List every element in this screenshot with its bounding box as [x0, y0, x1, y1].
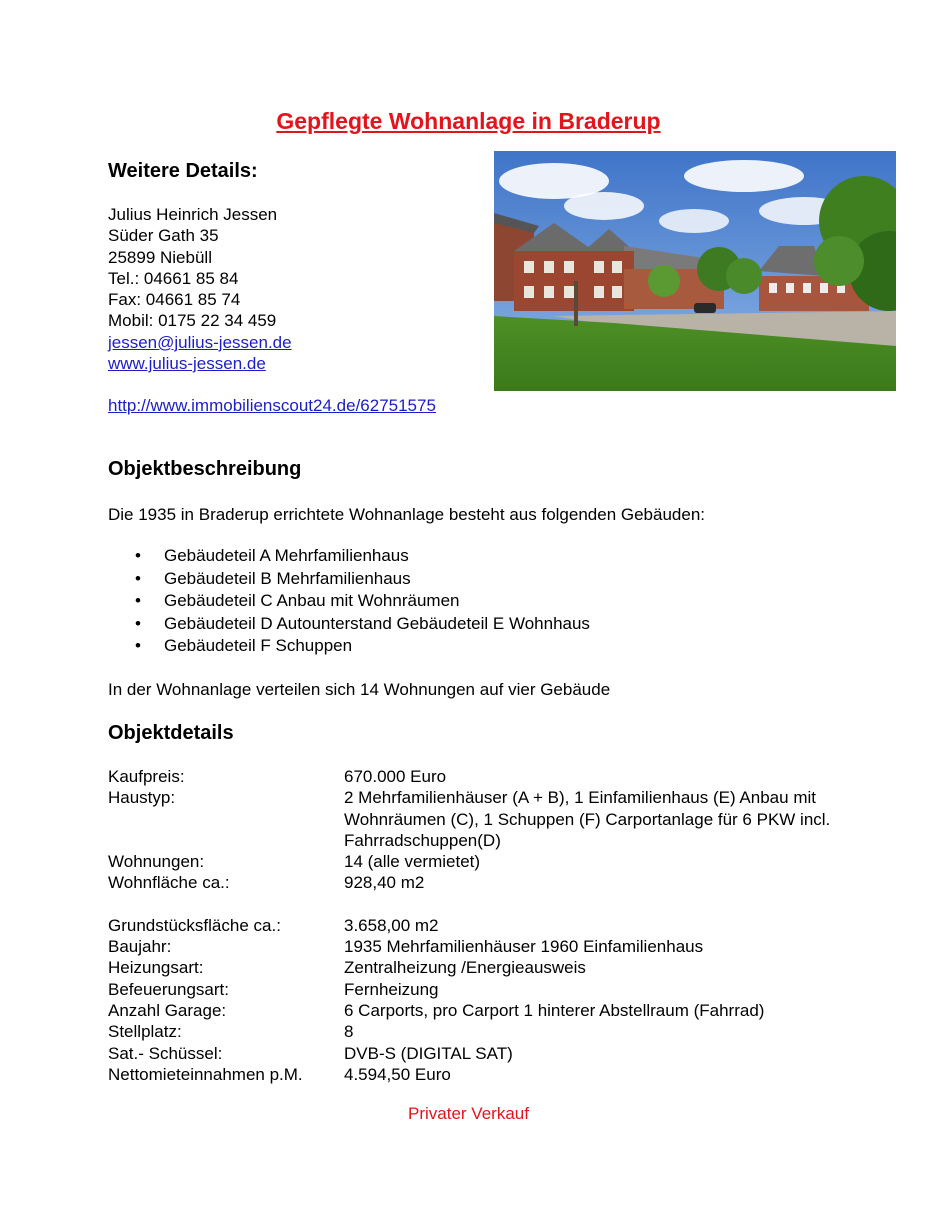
- contact-tel: Tel.: 04661 85 84: [108, 268, 239, 288]
- details-heading: Objektdetails: [108, 722, 234, 744]
- bullet: •: [135, 636, 141, 656]
- website-link[interactable]: www.julius-jessen.de: [108, 354, 266, 374]
- list-item: • Gebäudeteil A Mehrfamilienhaus: [108, 545, 590, 568]
- list-item: • Gebäudeteil B Mehrfamilienhaus: [108, 568, 590, 591]
- detail-row-sat: Sat.- Schüssel: DVB-S (DIGITAL SAT): [108, 1043, 513, 1063]
- detail-row-miete: Nettomieteinnahmen p.M. 4.594,50 Euro: [108, 1064, 451, 1084]
- bullet: •: [135, 546, 141, 565]
- description-heading: Objektbeschreibung: [108, 458, 302, 480]
- detail-row-stellplatz: Stellplatz: 8: [108, 1022, 354, 1042]
- detail-row-heizungsart: Heizungsart: Zentralheizung /Energieausweis: [108, 958, 586, 978]
- footer-note: Privater Verkauf: [408, 1104, 529, 1123]
- page-title: Gepflegte Wohnanlage in Braderup: [276, 108, 661, 134]
- list-item: • Gebäudeteil C Anbau mit Wohnräumen: [108, 590, 590, 613]
- property-photo: [494, 151, 896, 391]
- list-item: • Gebäudeteil F Schuppen: [108, 635, 590, 658]
- contact-fax: Fax: 04661 85 74: [108, 290, 241, 310]
- details-table: [108, 766, 834, 1085]
- contact-street: Süder Gath 35: [108, 226, 219, 246]
- detail-row-wohnflaeche: Wohnfläche ca.: 928,40 m2: [108, 873, 425, 893]
- description-intro: Die 1935 in Braderup errichtete Wohnanlage besteht aus folgenden Gebäuden:: [108, 505, 706, 524]
- email-link[interactable]: jessen@julius-jessen.de: [108, 332, 292, 352]
- list-item: • Gebäudeteil D Autounterstand Gebäudeteil E Wohnhaus: [108, 613, 590, 636]
- building-list: [108, 545, 590, 658]
- bullet: •: [135, 591, 141, 611]
- contact-name: Julius Heinrich Jessen: [108, 205, 278, 224]
- contact-city: 25899 Niebüll: [108, 247, 212, 267]
- detail-row-kaufpreis: Kaufpreis: 670.000 Euro: [108, 767, 447, 786]
- contact-mobil: Mobil: 0175 22 34 459: [108, 311, 277, 331]
- detail-row-haustyp: Haustyp: 2 Mehrfamilienhäuser (A + B), 1 Einfamilienhaus (E) Anbau mit Wohnräumen (C), 1 Schuppen (F) Carportanlage für 6 PKW incl. Fahrradschuppen(D): [108, 788, 831, 850]
- description-summary: In der Wohnanlage verteilen sich 14 Wohnungen auf vier Gebäude: [108, 680, 611, 699]
- detail-row-wohnungen: Wohnungen: 14 (alle vermietet): [108, 852, 481, 872]
- detail-row-baujahr: Baujahr: 1935 Mehrfamilienhäuser 1960 Einfamilienhaus: [108, 937, 704, 957]
- bullet: •: [135, 568, 141, 588]
- detail-row-garage: Anzahl Garage: 6 Carports, pro Carport 1 hinterer Abstellraum (Fahrrad): [108, 1000, 765, 1020]
- detail-row-befeuerungsart: Befeuerungsart: Fernheizung: [108, 979, 439, 999]
- detail-row-grundstueck: Grundstücksfläche ca.: 3.658,00 m2: [108, 915, 439, 935]
- bullet: •: [135, 613, 141, 633]
- contact-heading-wrap: [108, 160, 258, 183]
- contact-block: [108, 204, 436, 417]
- immoscout-link[interactable]: http://www.immobilienscout24.de/62751575: [108, 396, 436, 416]
- contact-heading: Weitere Details:: [108, 160, 258, 182]
